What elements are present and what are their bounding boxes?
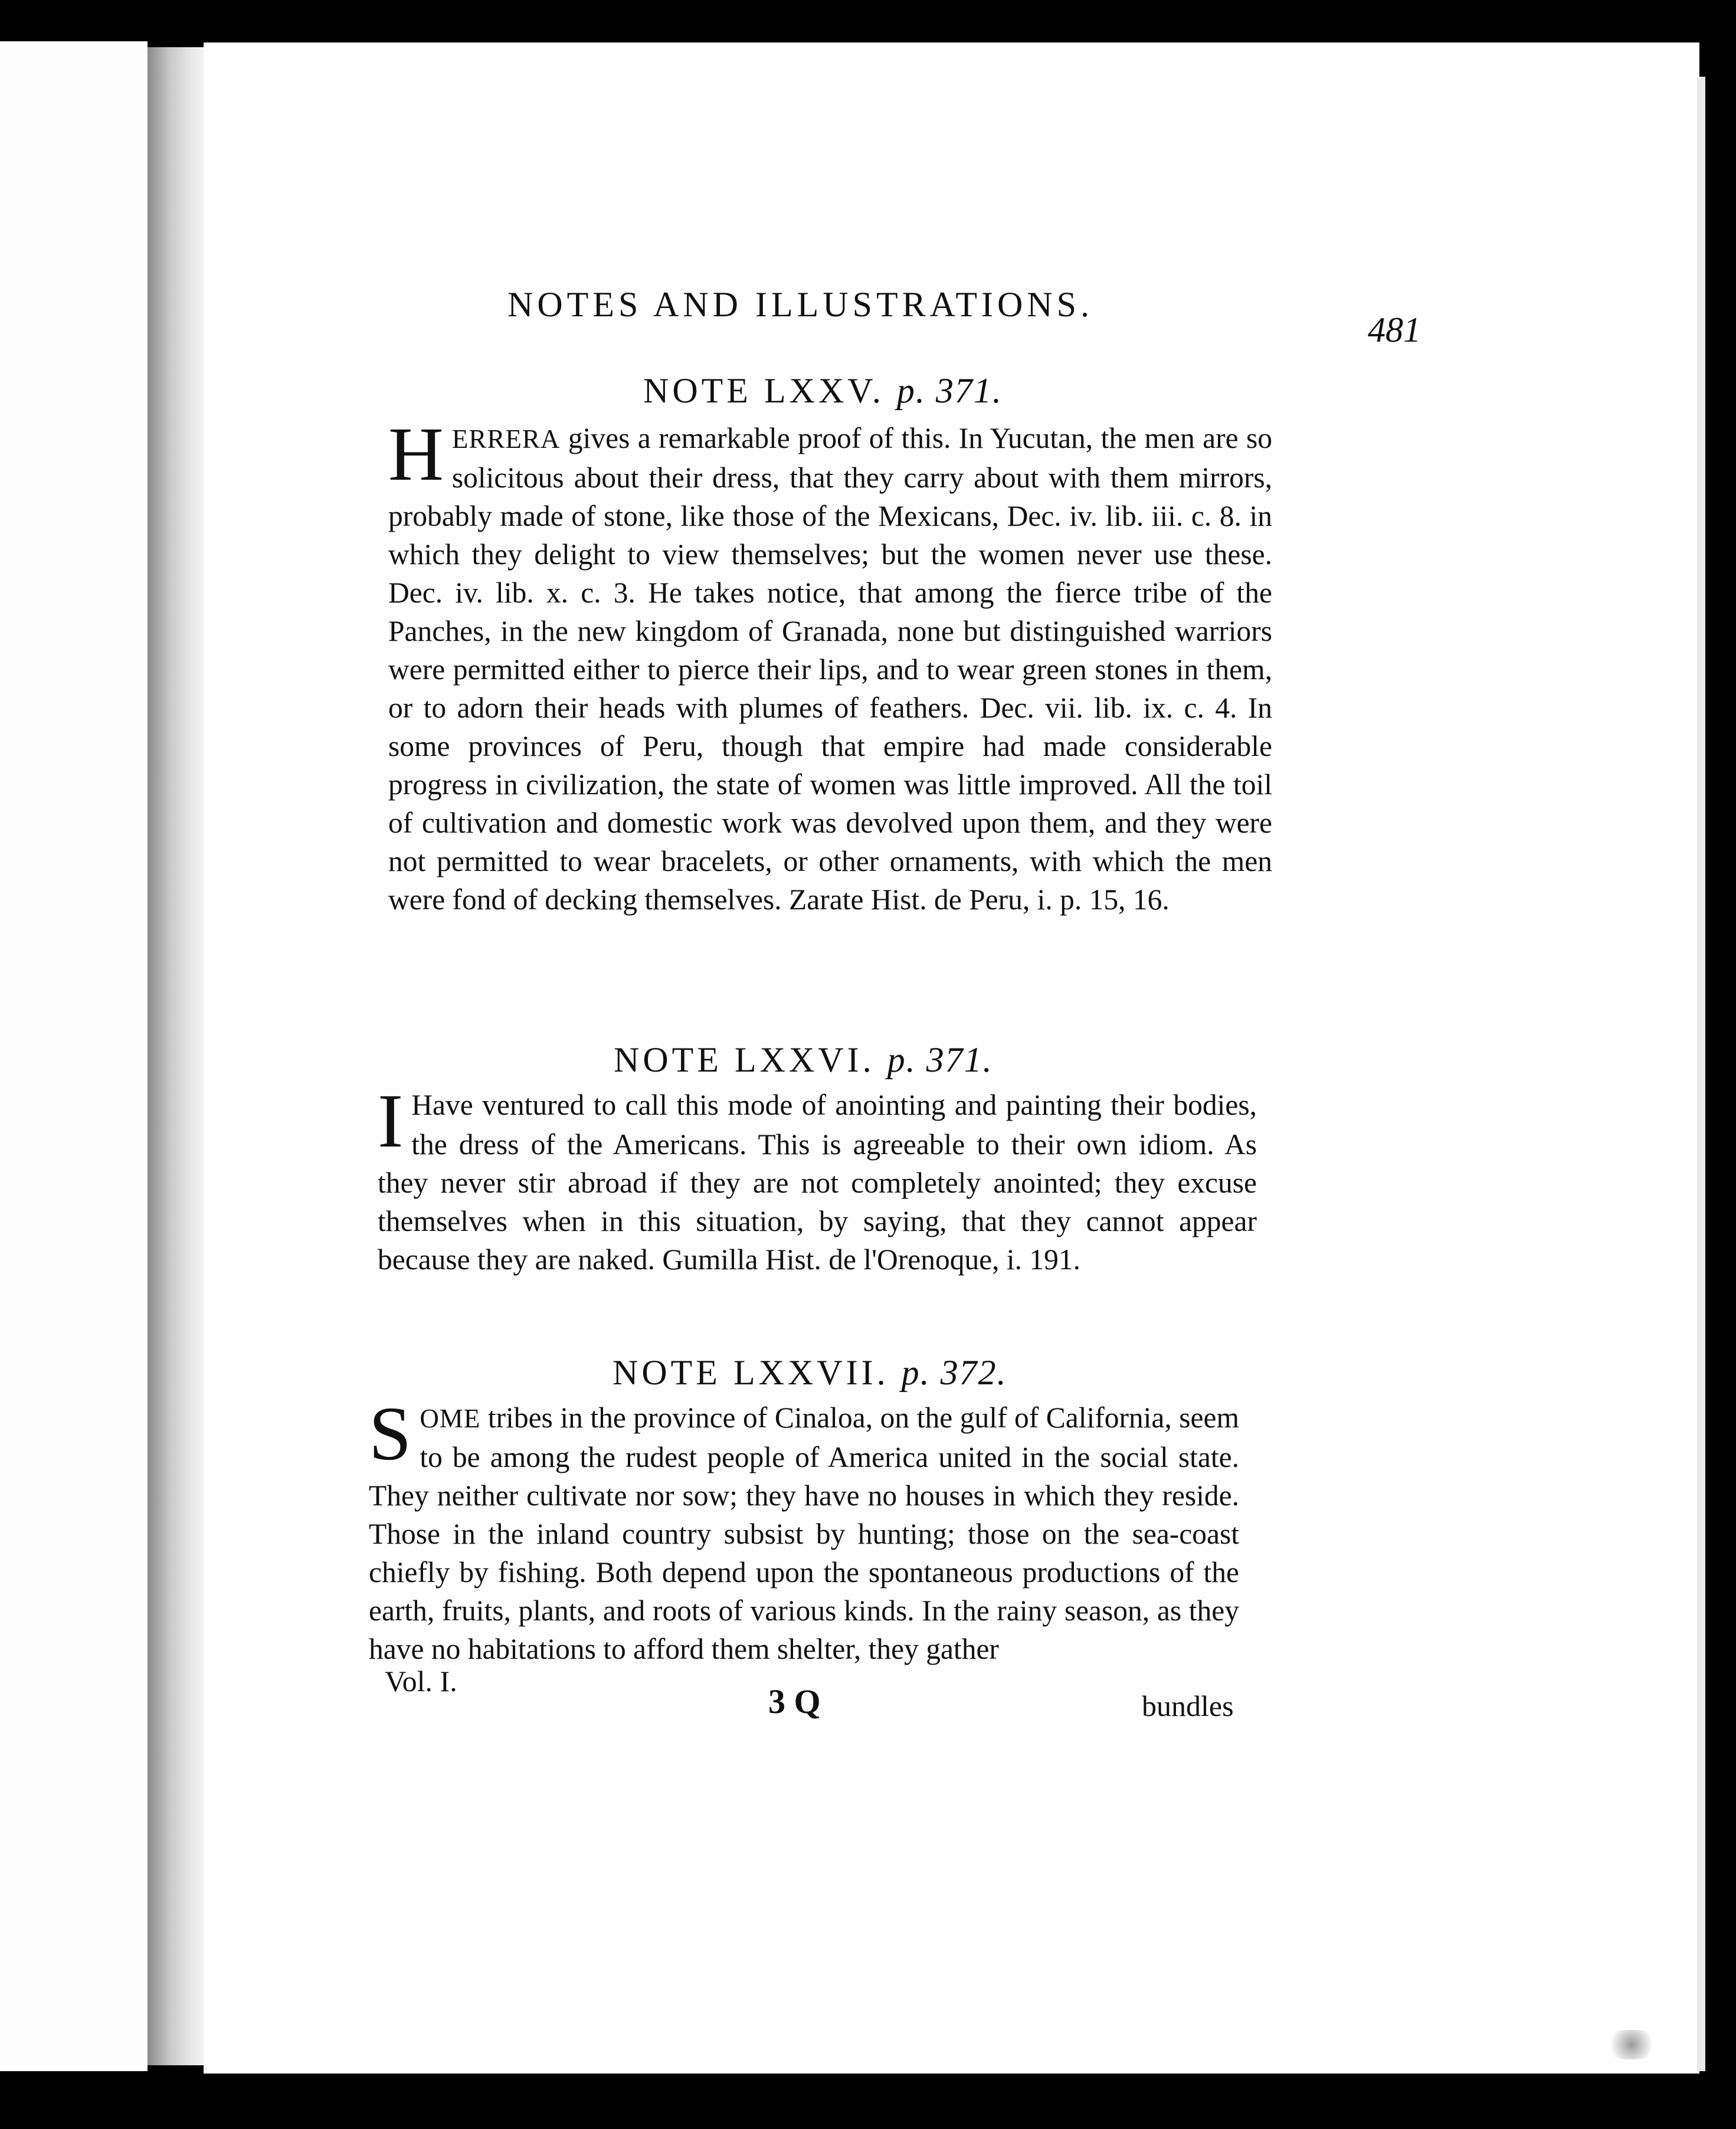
page-edge	[1697, 77, 1705, 2071]
page-smudge	[1605, 2030, 1658, 2059]
note-heading	[643, 371, 1003, 411]
note-title: NOTE LXXV.	[643, 371, 885, 410]
note-page-ref: p. 371.	[887, 1040, 993, 1079]
facing-page	[0, 41, 148, 2071]
note-heading	[614, 1040, 993, 1080]
signature-mark: 3 Q	[768, 1682, 821, 1721]
lead-word: OME	[420, 1404, 481, 1433]
note-title: NOTE LXXVII.	[612, 1353, 889, 1392]
book-gutter	[148, 47, 204, 2065]
page-number: 481	[1368, 310, 1421, 349]
running-head: NOTES AND ILLUSTRATIONS.	[507, 285, 1093, 324]
drop-cap: S	[369, 1391, 412, 1476]
note-page-ref: p. 371.	[896, 371, 1003, 410]
lead-word: ERRERA	[451, 424, 561, 454]
note-page-ref: p. 372.	[901, 1353, 1007, 1392]
note-body	[378, 1079, 1257, 1279]
note-heading	[612, 1352, 1007, 1393]
note-body	[388, 412, 1272, 919]
drop-cap: H	[388, 412, 444, 497]
note-body	[369, 1391, 1239, 1668]
note-text: Have ventured to call this mode of anointing and painting their bodies, the dress of the Americans. This is agreeable to their own idiom. As they never stir abroad if they are not completely anointed; they excuse themselves when in this situation, by saying, that they cannot appear because they are naked. Gumilla Hist. de l'Orenoque, i. 191.	[378, 1089, 1257, 1276]
note-title: NOTE LXXVI.	[614, 1040, 875, 1079]
volume-label: Vol. I.	[385, 1665, 457, 1698]
note-text: tribes in the province of Cinaloa, on the gulf of California, seem to be among the rudest people of America united in the social state. They neither cultivate nor sow; they have no houses in which they reside. Those in the inland country subsist by hunting; those on the sea-coast chiefly by fishing. Both depend upon the spontaneous productions of the earth, fruits, plants, and roots of various kinds. In the rainy season, as they have no habitations to afford them shelter, they gather	[369, 1401, 1239, 1665]
drop-cap: I	[378, 1079, 404, 1164]
note-text: gives a remarkable proof of this. In Yucutan, the men are so solicitous about their dress, that they carry about with them mirrors, probably made of stone, like those of the Mexicans, Dec. iv. lib. iii. c. 8. in which they delight to view themselves; but the women never use these. Dec. iv. lib. x. c. 3. He takes notice, that among the fierce tribe of the Panches, in the new kingdom of Granada, none but distinguished warriors were permitted either to pierce their lips, and to wear green stones in them, or to adorn their heads with plumes of feathers. Dec. vii. lib. ix. c. 4. In some provinces of Peru, though that empire had made considerable progress in civilization, the state of women was little improved. All the toil of cultivation and domestic work was devolved upon them, and they were not permitted to wear bracelets, or other ornaments, with which the men were fond of decking themselves. Zarate Hist. de Peru, i. p. 15, 16.	[388, 422, 1272, 916]
catchword: bundles	[1142, 1689, 1234, 1722]
